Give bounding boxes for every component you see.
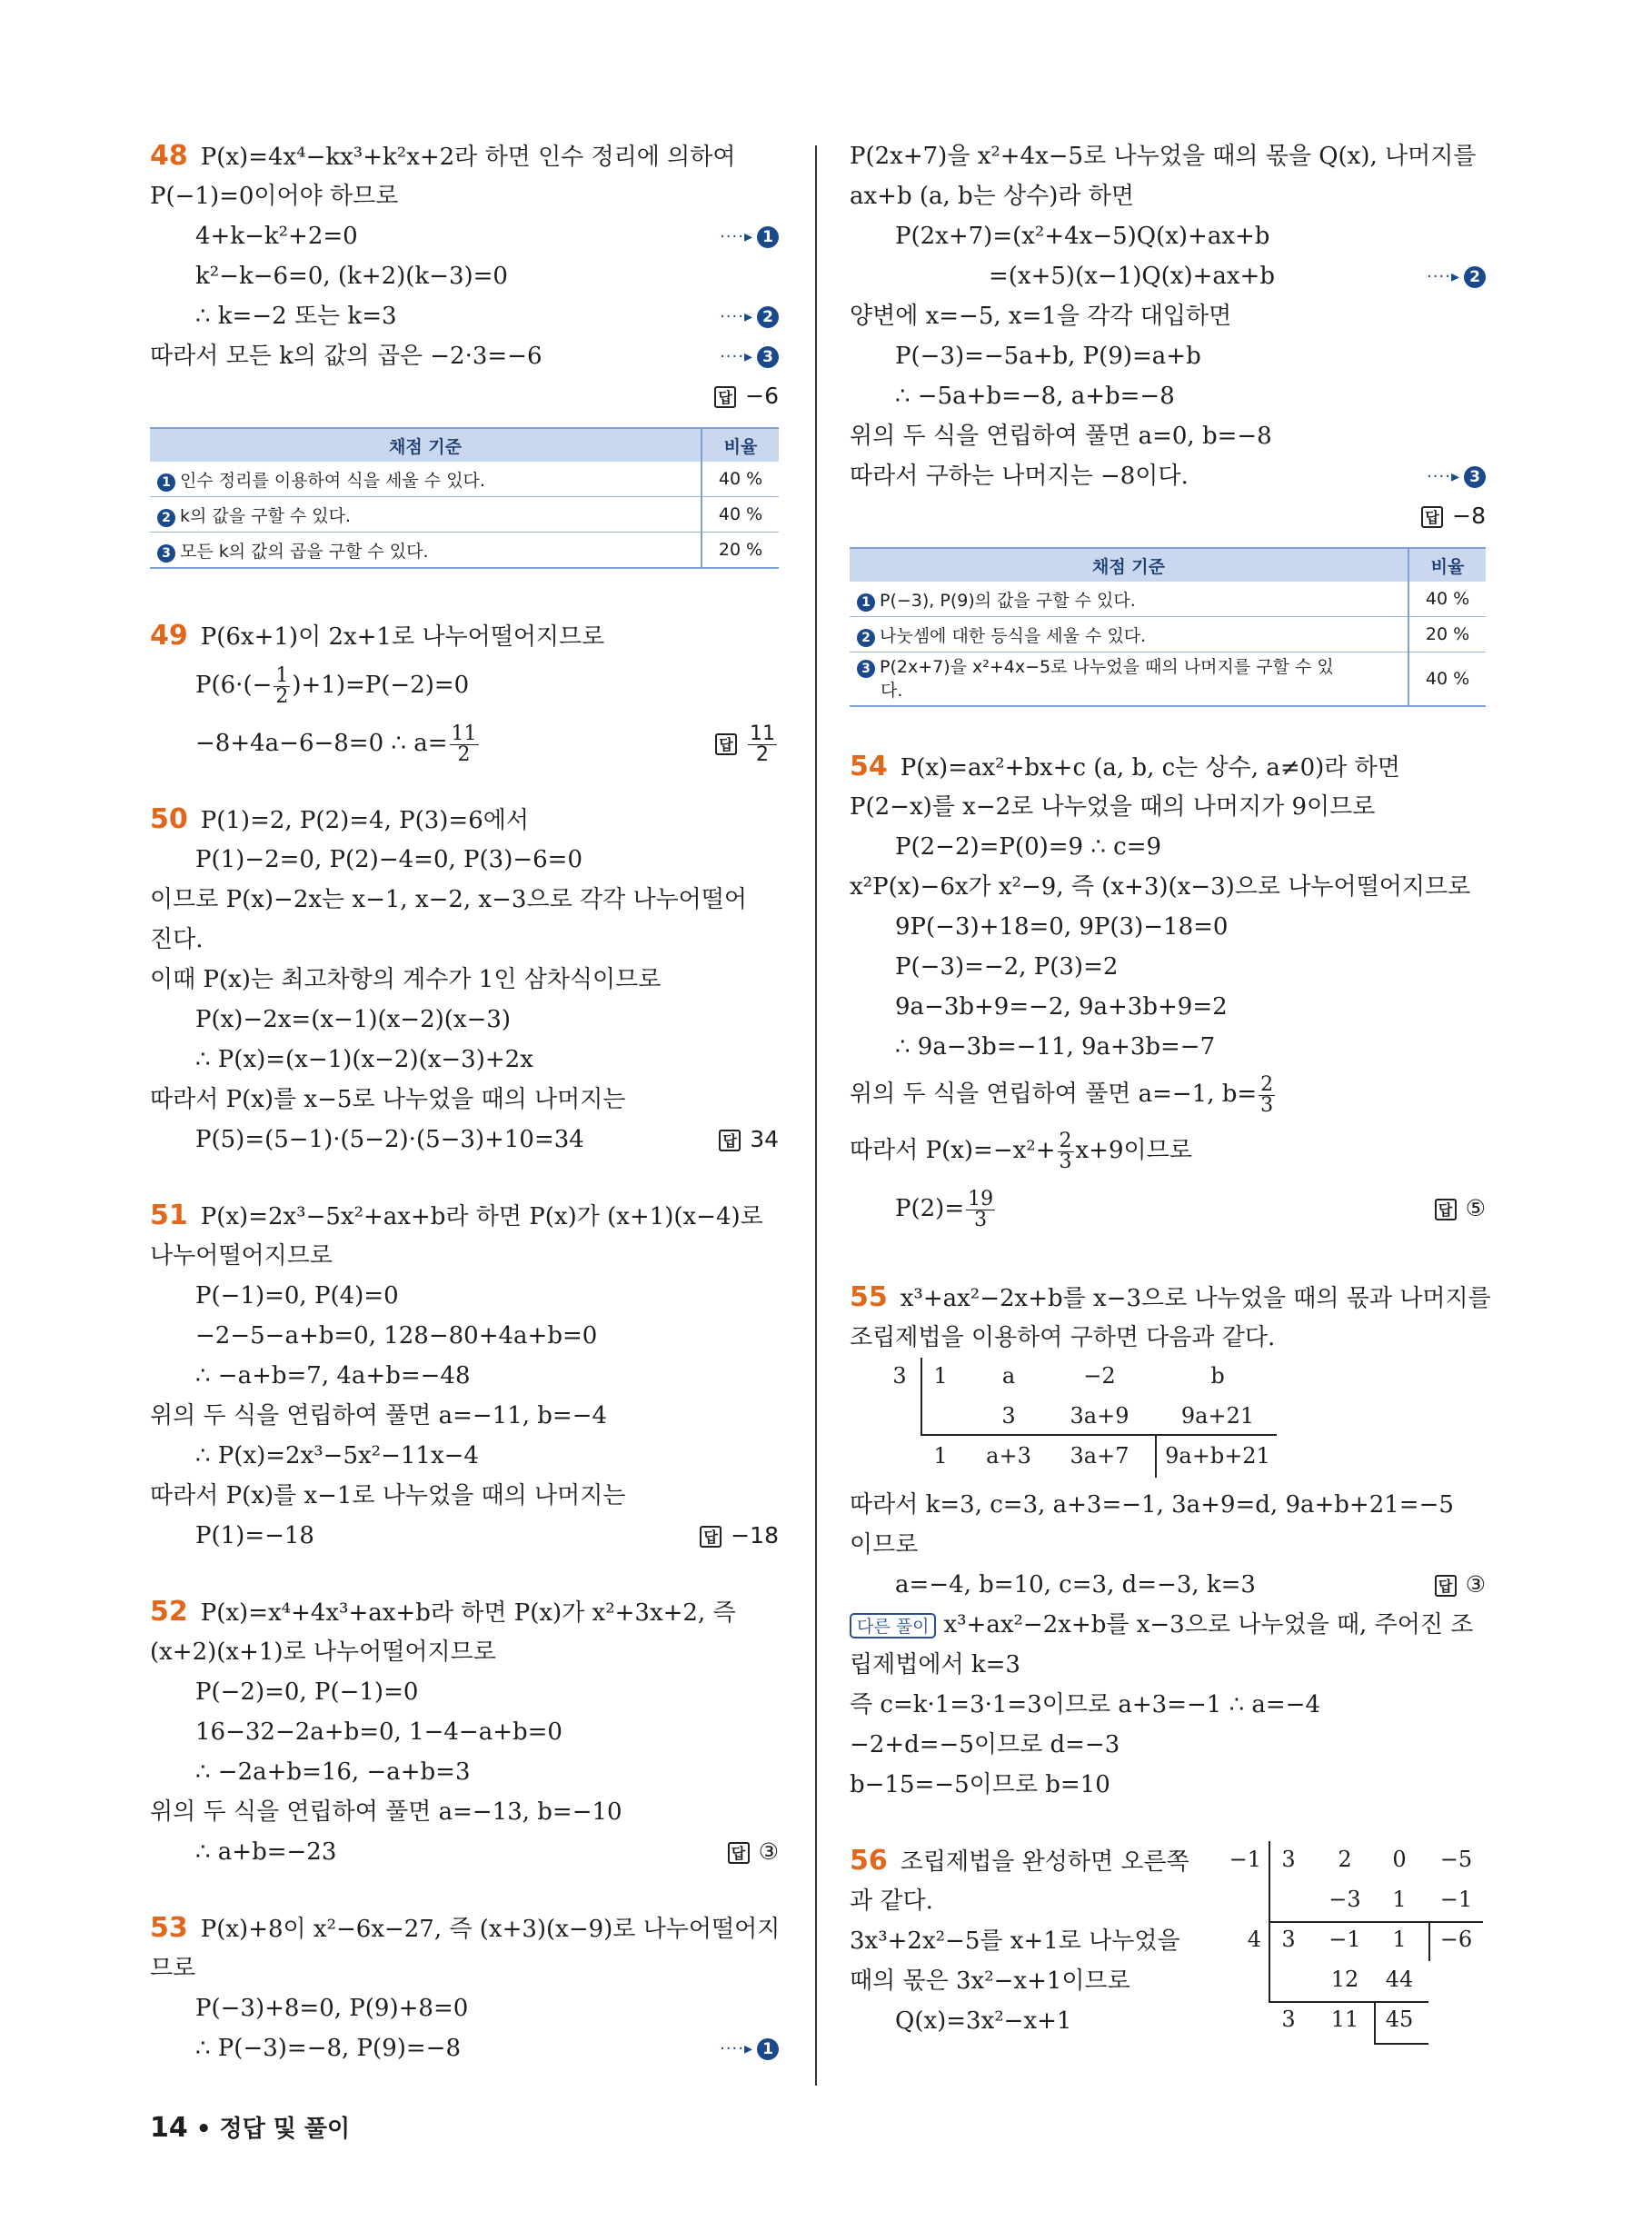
problem-number: 48 <box>150 140 188 172</box>
problem-52: 52 P(x)=x⁴+4x³+ax+b라 하면 P(x)가 x²+3x+2, 즉 (x+2)(x+1)로 나누어떨어지므로 P(−2)=0, P(−1)=0 16−32−2a+b=0, 1−4−a+b=0 ∴ −2a+b=16, −a+b=3 위의 두 식을 연립하여 풀면 a=−13, b=−10 ∴ a+b=−23 답 ③ <box>150 1592 779 1872</box>
step-marker-2: ····▸ 2 <box>1427 256 1486 297</box>
problem-48: 48 P(x)=4x⁴−kx³+k²x+2라 하면 인수 정리에 의하여 P(−1)=0이어야 하므로 4+k−k²+2=0 ····▸ 1 k²−k−6=0, (k+2)(k−3)=0 ∴ k=−2 또는 k=3 ····▸ 2 따라서 모든 k의 값의 곱은 −2·3=−6 ····▸ 3 답 −6 채점 기준 비율 1 인수 정리를 이용하여 식을 세울 수 있다. 40 % 2 k의 값을 구할 수 있다. 40 % 3 모든 k의 값의 곱을 구할 수 있다. 20 % <box>150 136 779 569</box>
answer-icon: 답 <box>700 1526 722 1548</box>
page-number: 14 <box>150 2112 188 2144</box>
step-marker-2: ····▸ 2 <box>720 296 779 337</box>
answer: 답 $\frac{11}{2}$ <box>715 714 779 772</box>
step-marker-3: ····▸ 3 <box>1427 456 1486 497</box>
answer-icon: 답 <box>728 1842 750 1864</box>
answer-icon: 답 <box>1421 506 1443 528</box>
answer: 답 −18 <box>700 1516 779 1556</box>
answer: 답 ③ <box>1435 1565 1486 1605</box>
problem-51: 51 P(x)=2x³−5x²+ax+b라 하면 P(x)가 (x+1)(x−4)로 나누어떨어지므로 P(−1)=0, P(4)=0 −2−5−a+b=0, 128−80+4a+b=0 ∴ −a+b=7, 4a+b=−48 위의 두 식을 연립하여 풀면 a=−11, b=−4 ∴ P(x)=2x³−5x²−11x−4 따라서 P(x)를 x−1로 나누었을 때의 나머지는 P(1)=−18 답 −18 <box>150 1196 779 1556</box>
problem-54: 54 P(x)=ax²+bx+c (a, b, c는 상수, a≠0)라 하면 P(2−x)를 x−2로 나누었을 때의 나머지가 9이므로 P(2−2)=P(0)=9 ∴ c=9 x²P(x)−6x가 x²−9, 즉 (x+3)(x−3)으로 나누어떨어지므로 9P(−3)+18=0, 9P(3)−18=0 P(−3)=−2, P(3)=2 9a−3b+9=−2, 9a+3b+9=2 ∴ 9a−3b=−11, 9a+3b=−7 위의 두 식을 연립하여 풀면 a=−1, b= $\frac{2}{3}$ 따라서 P(x)=−x²+ $\frac{2}{3}$ x+9이므로 P(2)= $\frac{19}{3}$ 답 ⑤ <box>850 747 1486 1238</box>
answer: 답 ③ <box>728 1832 779 1872</box>
problem-50: 50 P(1)=2, P(2)=4, P(3)=6에서 P(1)−2=0, P(2)−4=0, P(3)−6=0 이므로 P(x)−2x는 x−1, x−2, x−3으로 각각 나누어떨어 진다. 이때 P(x)는 최고차항의 계수가 1인 삼차식이므로 P(x)−2x=(x−1)(x−2)(x−3) ∴ P(x)=(x−1)(x−2)(x−3)+2x 따라서 P(x)를 x−5로 나누었을 때의 나머지는 P(5)=(5−1)·(5−2)·(5−3)+10=34 답 34 <box>150 800 779 1160</box>
answer-icon: 답 <box>714 386 736 408</box>
step-marker-3: ····▸ 3 <box>720 336 779 377</box>
answer-icon: 답 <box>1435 1199 1457 1220</box>
problem-49: 49 P(6x+1)이 2x+1로 나누어떨어지므로 P(6·(− $\frac{1}{2}$ )+1)=P(−2)=0 −8+4a−6−8=0 ∴ a= $\frac{11}{2}$ 답 $\frac{11}{2}$ <box>150 616 779 772</box>
problem-55: 55 x³+ax²−2x+b를 x−3으로 나누었을 때의 몫과 나머지를 조립제법을 이용하여 구하면 다음과 같다. 3 1 a −2 b 3 3a+9 9a+21 1 a+3 3a+7 9a+b+21 따라서 k=3, c=3, a+3=−1, 3a+9=d, 9a+b+21=−5 이므로 a=−4, b=10, c=3, d=−3, k=3 답 ③ 다른 풀이 x³+ax²−2x+b를 x−3으로 나누었을 때, 주어진 조 립제법에서 k=3 즉 c=k·1=3·1=3이므로 a+3=−1 ∴ a=−4 −2+d=−5이므로 d=−3 b−15=−5이므로 b=10 <box>850 1281 1491 1798</box>
column-divider <box>815 145 817 2086</box>
problem-56: 56 조립제법을 완성하면 오른쪽 과 같다. 3x³+2x²−5를 x+1로 나누었을 때의 몫은 3x²−x+1이므로 Q(x)=3x²−x+1 −1 3 2 0 −5 −3 1 −1 4 3 −1 1 −6 12 44 3 11 45 <box>850 1841 1486 2050</box>
grading-table: 채점 기준 비율 1 인수 정리를 이용하여 식을 세울 수 있다. 40 % 2 k의 값을 구할 수 있다. 40 % 3 모든 k의 값의 곱을 구할 수 있다. 20 % <box>150 427 779 569</box>
synthetic-division-56: −1 3 2 0 −5 −3 1 −1 4 3 −1 1 −6 12 44 3 11 45 <box>1218 1841 1486 2050</box>
answer-icon: 답 <box>715 733 737 755</box>
problem-53: 53 P(x)+8이 x²−6x−27, 즉 (x+3)(x−9)로 나누어떨어지 므로 P(−3)+8=0, P(9)+8=0 ∴ P(−3)=−8, P(9)=−8 ····▸ 1 <box>150 1908 779 2068</box>
answer-icon: 답 <box>719 1130 741 1151</box>
right-column <box>850 136 1491 2050</box>
answer-icon: 답 <box>1435 1575 1457 1597</box>
answer: 답 34 <box>719 1120 779 1160</box>
problem-53-continued: P(2x+7)을 x²+4x−5로 나누었을 때의 몫을 Q(x), 나머지를 ax+b (a, b는 상수)라 하면 P(2x+7)=(x²+4x−5)Q(x)+ax+b =(x+5)(x−1)Q(x)+ax+b ····▸ 2 양변에 x=−5, x=1을 각각 대입하면 P(−3)=−5a+b, P(9)=a+b ∴ −5a+b=−8, a+b=−8 위의 두 식을 연립하여 풀면 a=0, b=−8 따라서 구하는 나머지는 −8이다. ····▸ 3 답 −8 채점 기준 비율 1 P(−3), P(9)의 값을 구할 수 있다. 40 % 2 나눗셈에 대한 등식을 세울 수 있다. 20 % 3 P(2x+7)을 x²+4x−5로 나누었을 때의 나머지를 구할 수 있 다. 40 % <box>850 136 1486 707</box>
answer: 답 −8 <box>1421 496 1486 536</box>
grading-table: 채점 기준 비율 1 P(−3), P(9)의 값을 구할 수 있다. 40 % 2 나눗셈에 대한 등식을 세울 수 있다. 20 % 3 P(2x+7)을 x²+4x−5로 나누었을 때의 나머지를 구할 수 있 다. 40 % <box>850 547 1486 707</box>
page-footer: 14 • 정답 및 풀이 <box>150 2112 351 2144</box>
answer: 답 ⑤ <box>1435 1180 1486 1238</box>
synthetic-division-55: 3 1 a −2 b 3 3a+9 9a+21 1 a+3 3a+7 9a+b+21 <box>850 1358 1486 1485</box>
left-column <box>150 136 779 2068</box>
answer: 답 −6 <box>714 376 779 416</box>
step-marker-1: ····▸ 1 <box>720 2028 779 2069</box>
alternative-solution-tag: 다른 풀이 <box>850 1613 936 1638</box>
step-marker-1: ····▸ 1 <box>720 216 779 257</box>
